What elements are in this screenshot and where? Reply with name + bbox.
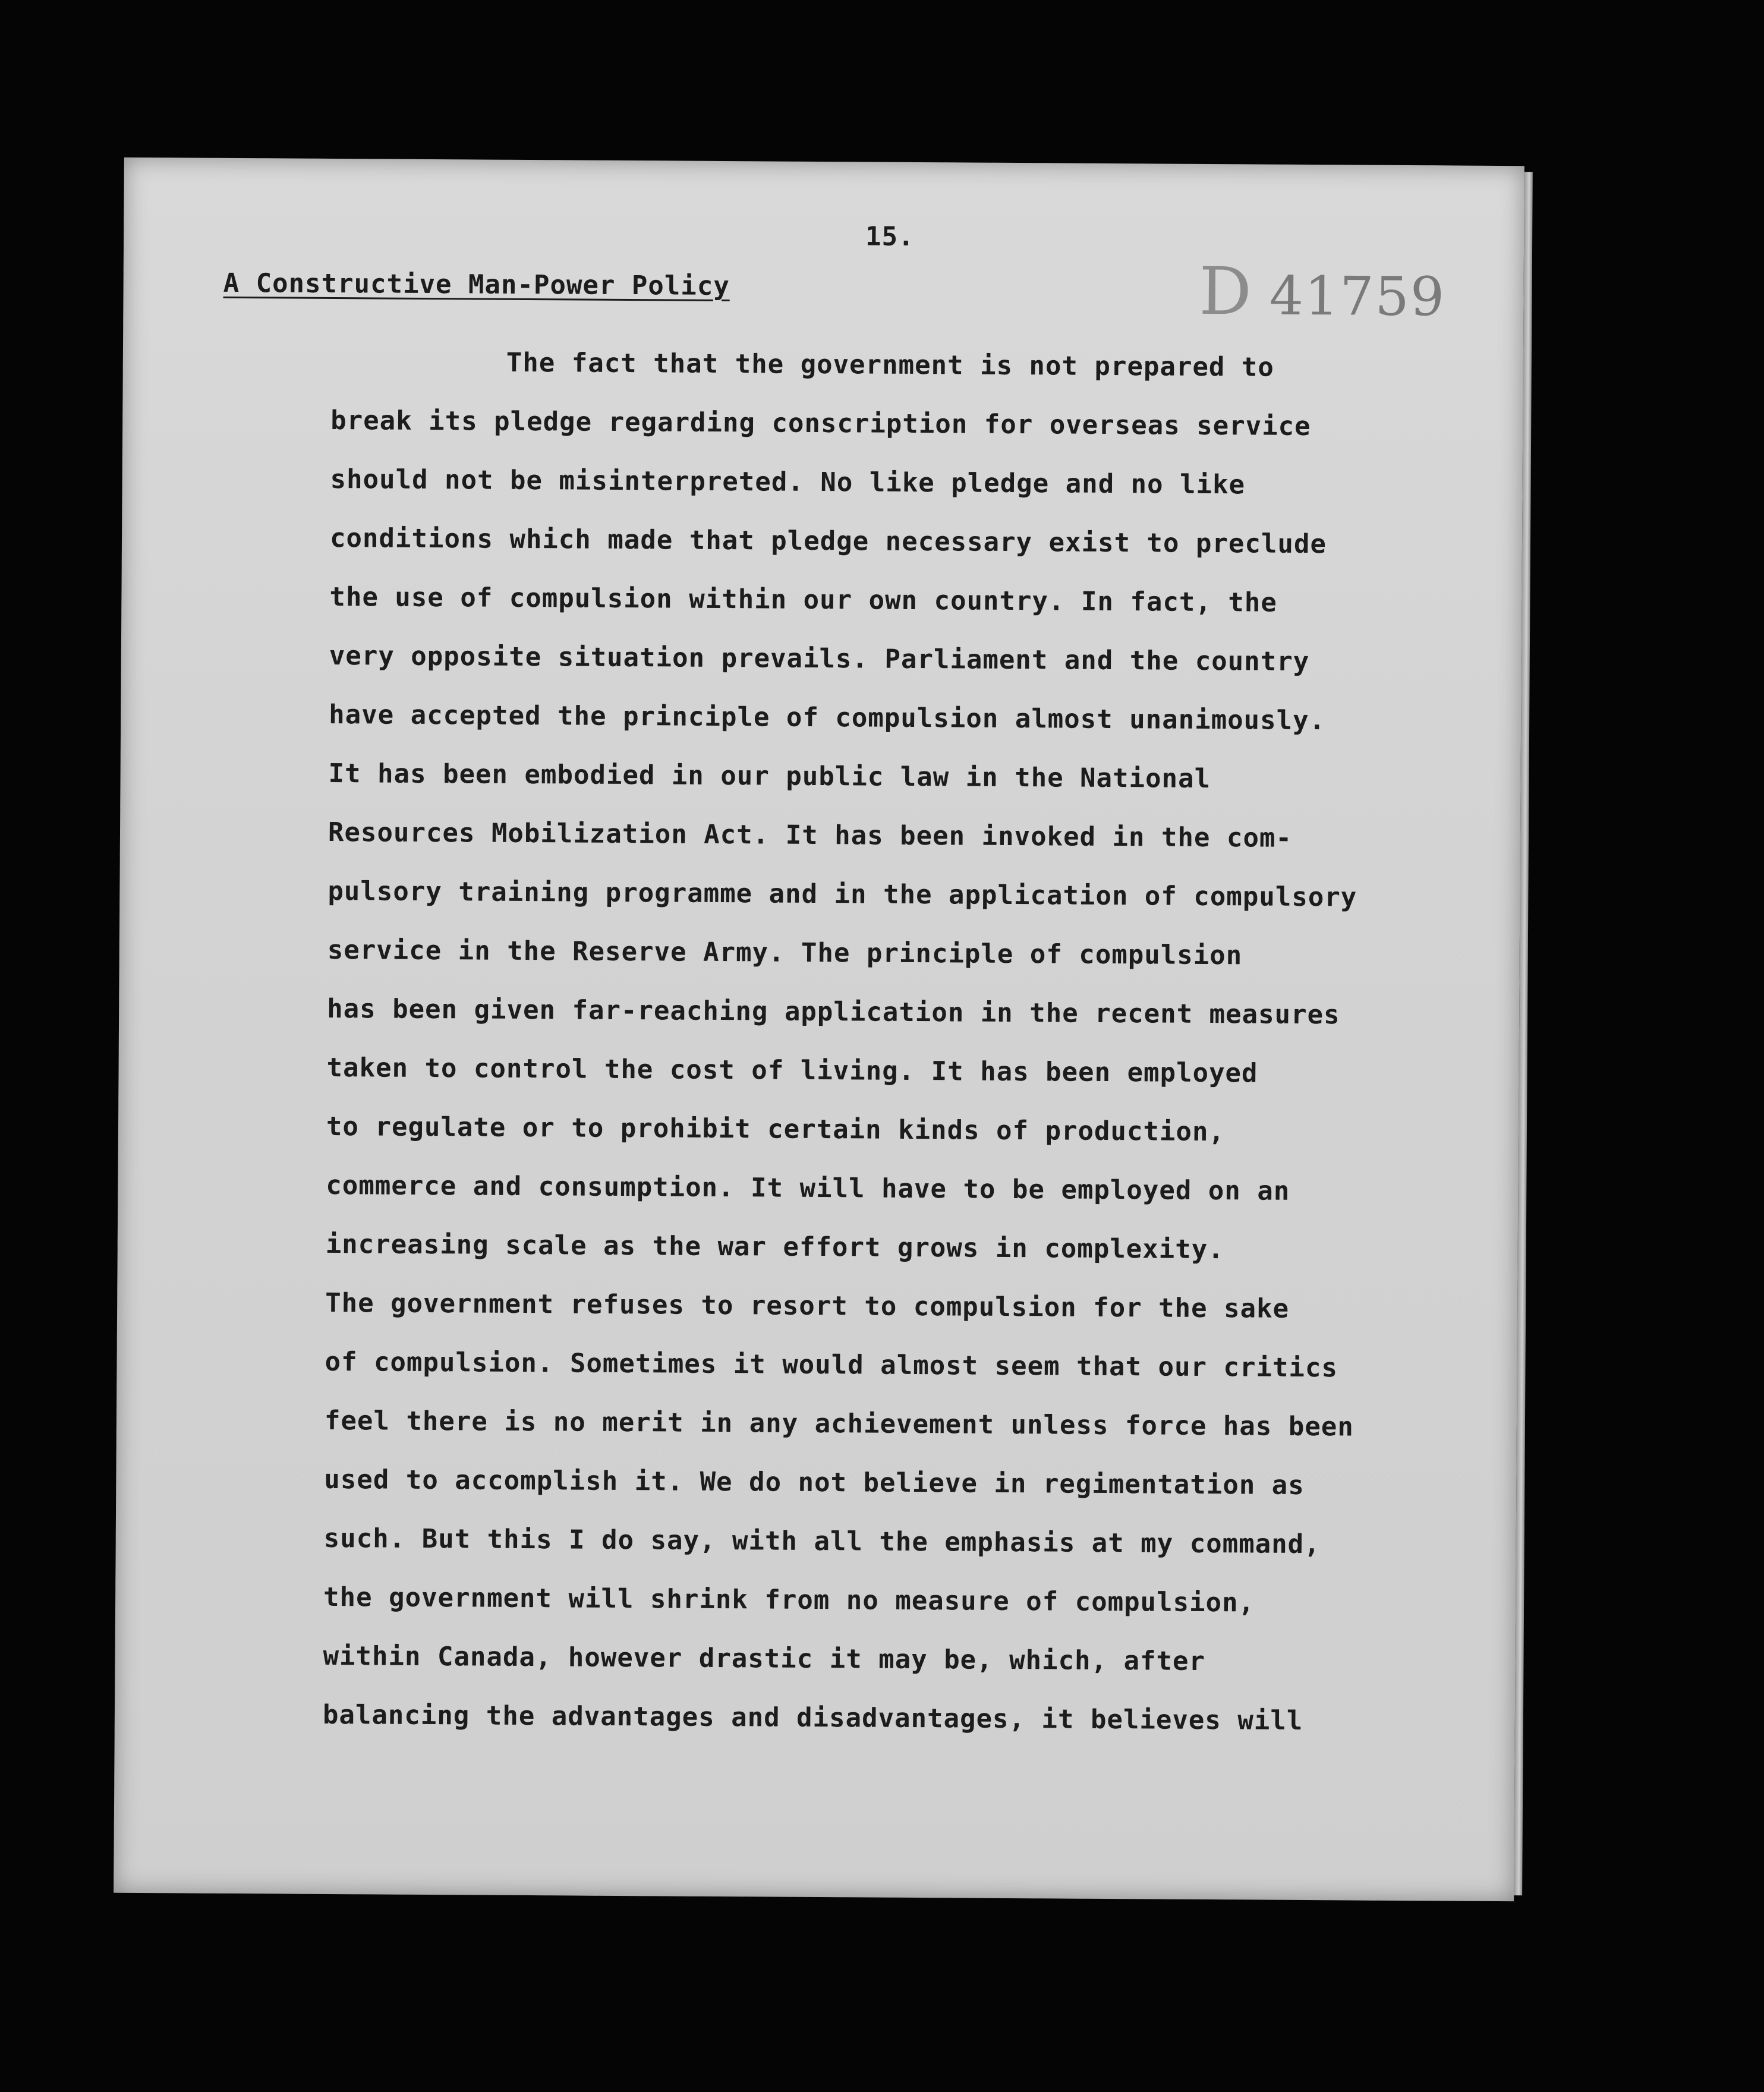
- stamp-letter: D: [1199, 253, 1253, 330]
- page-edge: [1514, 172, 1533, 1895]
- text-line: It has been embodied in our public law in the National: [328, 758, 1211, 795]
- text-line: feel there is no merit in any achievement unless force has been: [324, 1405, 1354, 1442]
- text-line: The fact that the government is not prepared to: [506, 347, 1275, 383]
- text-line: pulsory training programme and in the application of compulsory: [327, 875, 1357, 913]
- body-text: [323, 332, 1460, 1751]
- text-line: to regulate or to prohibit certain kinds of production,: [326, 1111, 1226, 1148]
- text-line: used to accomplish it. We do not believe in regimentation as: [324, 1464, 1305, 1501]
- page-number: 15.: [865, 221, 915, 252]
- text-line: taken to control the cost of living. It has been employed: [326, 1052, 1258, 1089]
- section-heading: A Constructive Man-Power Policy: [223, 267, 730, 302]
- text-line: of compulsion. Sometimes it would almost seem that our critics: [325, 1346, 1338, 1384]
- text-line: commerce and consumption. It will have to be employed on an: [326, 1170, 1290, 1206]
- text-line: The government refuses to resort to compulsion for the sake: [325, 1287, 1290, 1324]
- text-line: should not be misinterpreted. No like pledge and no like: [330, 464, 1246, 500]
- text-line: increasing scale as the war effort grows in complexity.: [325, 1228, 1224, 1265]
- text-line: has been given far-reaching application in the recent measures: [327, 993, 1340, 1031]
- document-page: [114, 157, 1524, 1901]
- text-line: the government will shrink from no measure of compulsion,: [323, 1581, 1255, 1618]
- text-line: service in the Reserve Army. The principle of compulsion: [327, 934, 1243, 971]
- text-line: break its pledge regarding conscription for overseas service: [330, 405, 1311, 442]
- text-line: balancing the advantages and disadvantages, it believes will: [322, 1699, 1303, 1736]
- stamp-number: 41759: [1269, 264, 1446, 329]
- archive-stamp: [1199, 253, 1445, 331]
- text-line: the use of compulsion within our own country. In fact, the: [329, 581, 1277, 618]
- text-line: Resources Mobilization Act. It has been invoked in the com-: [327, 817, 1293, 853]
- text-line: such. But this I do say, with all the emphasis at my command,: [323, 1523, 1321, 1560]
- text-line: within Canada, however drastic it may be, which, after: [323, 1640, 1206, 1677]
- text-line: very opposite situation prevails. Parliament and the country: [329, 640, 1310, 678]
- text-line: have accepted the principle of compulsion almost unanimously.: [329, 699, 1326, 736]
- text-line: conditions which made that pledge necessary exist to preclude: [329, 522, 1327, 560]
